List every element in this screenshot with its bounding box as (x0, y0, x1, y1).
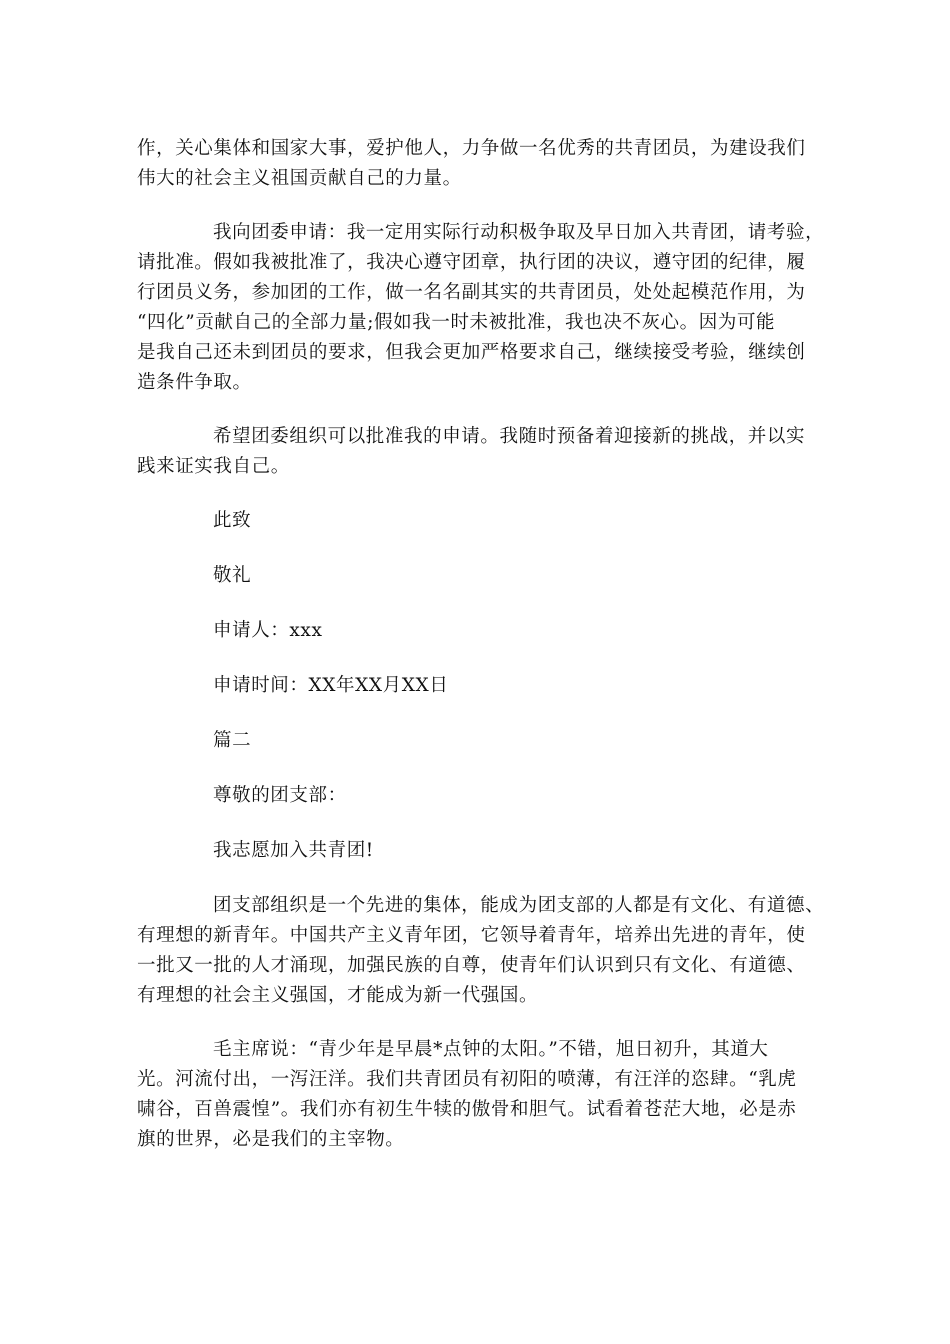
greeting: 尊敬的团支部： (213, 785, 347, 806)
salutation: 敬礼 (213, 565, 252, 586)
paragraph-line: 是我自己还未到团员的要求，但我会更加严格要求自己，继续接受考验，继续创 (137, 342, 806, 363)
paragraph-line: 行团员义务，参加团的工作，做一名名副其实的共青团员，处处起模范作用，为 (137, 282, 806, 303)
closing-phrase: 此致 (213, 510, 252, 531)
paragraph-line: 有理想的社会主义强国，才能成为新一代强国。 (137, 985, 539, 1006)
paragraph-line: 践来证实我自己。 (137, 456, 290, 477)
intent-statement: 我志愿加入共青团! (213, 840, 374, 861)
paragraph-line: “四化”贡献自己的全部力量;假如我一时未被批准，我也决不灰心。因为可能 (137, 312, 776, 333)
paragraph-line: 作，关心集体和国家大事，爱护他人，力争做一名优秀的共青团员，为建设我们 (137, 138, 806, 159)
paragraph-line: 希望团委组织可以批准我的申请。我随时预备着迎接新的挑战，并以实 (213, 426, 806, 447)
paragraph-line: 毛主席说：“青少年是早晨*点钟的太阳。”不错，旭日初升，其道大 (213, 1039, 769, 1060)
paragraph-line: 啸谷，百兽震惶”。我们亦有初生牛犊的傲骨和胆气。试看着苍茫大地，必是赤 (137, 1099, 797, 1120)
paragraph-1 (137, 134, 819, 194)
paragraph-line: 团支部组织是一个先进的集体，能成为团支部的人都是有文化、有道德、 (213, 895, 825, 916)
paragraph-line: 造条件争取。 (137, 372, 252, 393)
paragraph-line: 请批准。假如我被批准了，我决心遵守团章，执行团的决议，遵守团的纪律，履 (137, 252, 806, 273)
paragraph-2 (137, 218, 825, 398)
application-date: 申请时间：XX年XX月XX日 (213, 675, 449, 696)
section-title: 篇二 (213, 730, 252, 751)
paragraph-line: 有理想的新青年。中国共产主义青年团，它领导着青年，培养出先进的青年，使 (137, 925, 806, 946)
paragraph-line: 我向团委申请：我一定用实际行动积极争取及早日加入共青团，请考验， (213, 222, 825, 243)
paragraph-line: 一批又一批的人才涌现，加强民族的自尊，使青年们认识到只有文化、有道德、 (137, 955, 806, 976)
paragraph-line: 光。河流付出，一泻汪洋。我们共青团员有初阳的喷薄，有汪洋的恣肆。“乳虎 (137, 1069, 797, 1090)
paragraph-line: 伟大的社会主义祖国贡献自己的力量。 (137, 168, 462, 189)
paragraph-line: 旗的世界，必是我们的主宰物。 (137, 1129, 405, 1150)
paragraph-4 (137, 891, 825, 1011)
paragraph-5 (137, 1035, 819, 1155)
paragraph-3 (137, 422, 819, 482)
applicant-name: 申请人：xxx (213, 620, 323, 641)
document-body (137, 134, 825, 1179)
